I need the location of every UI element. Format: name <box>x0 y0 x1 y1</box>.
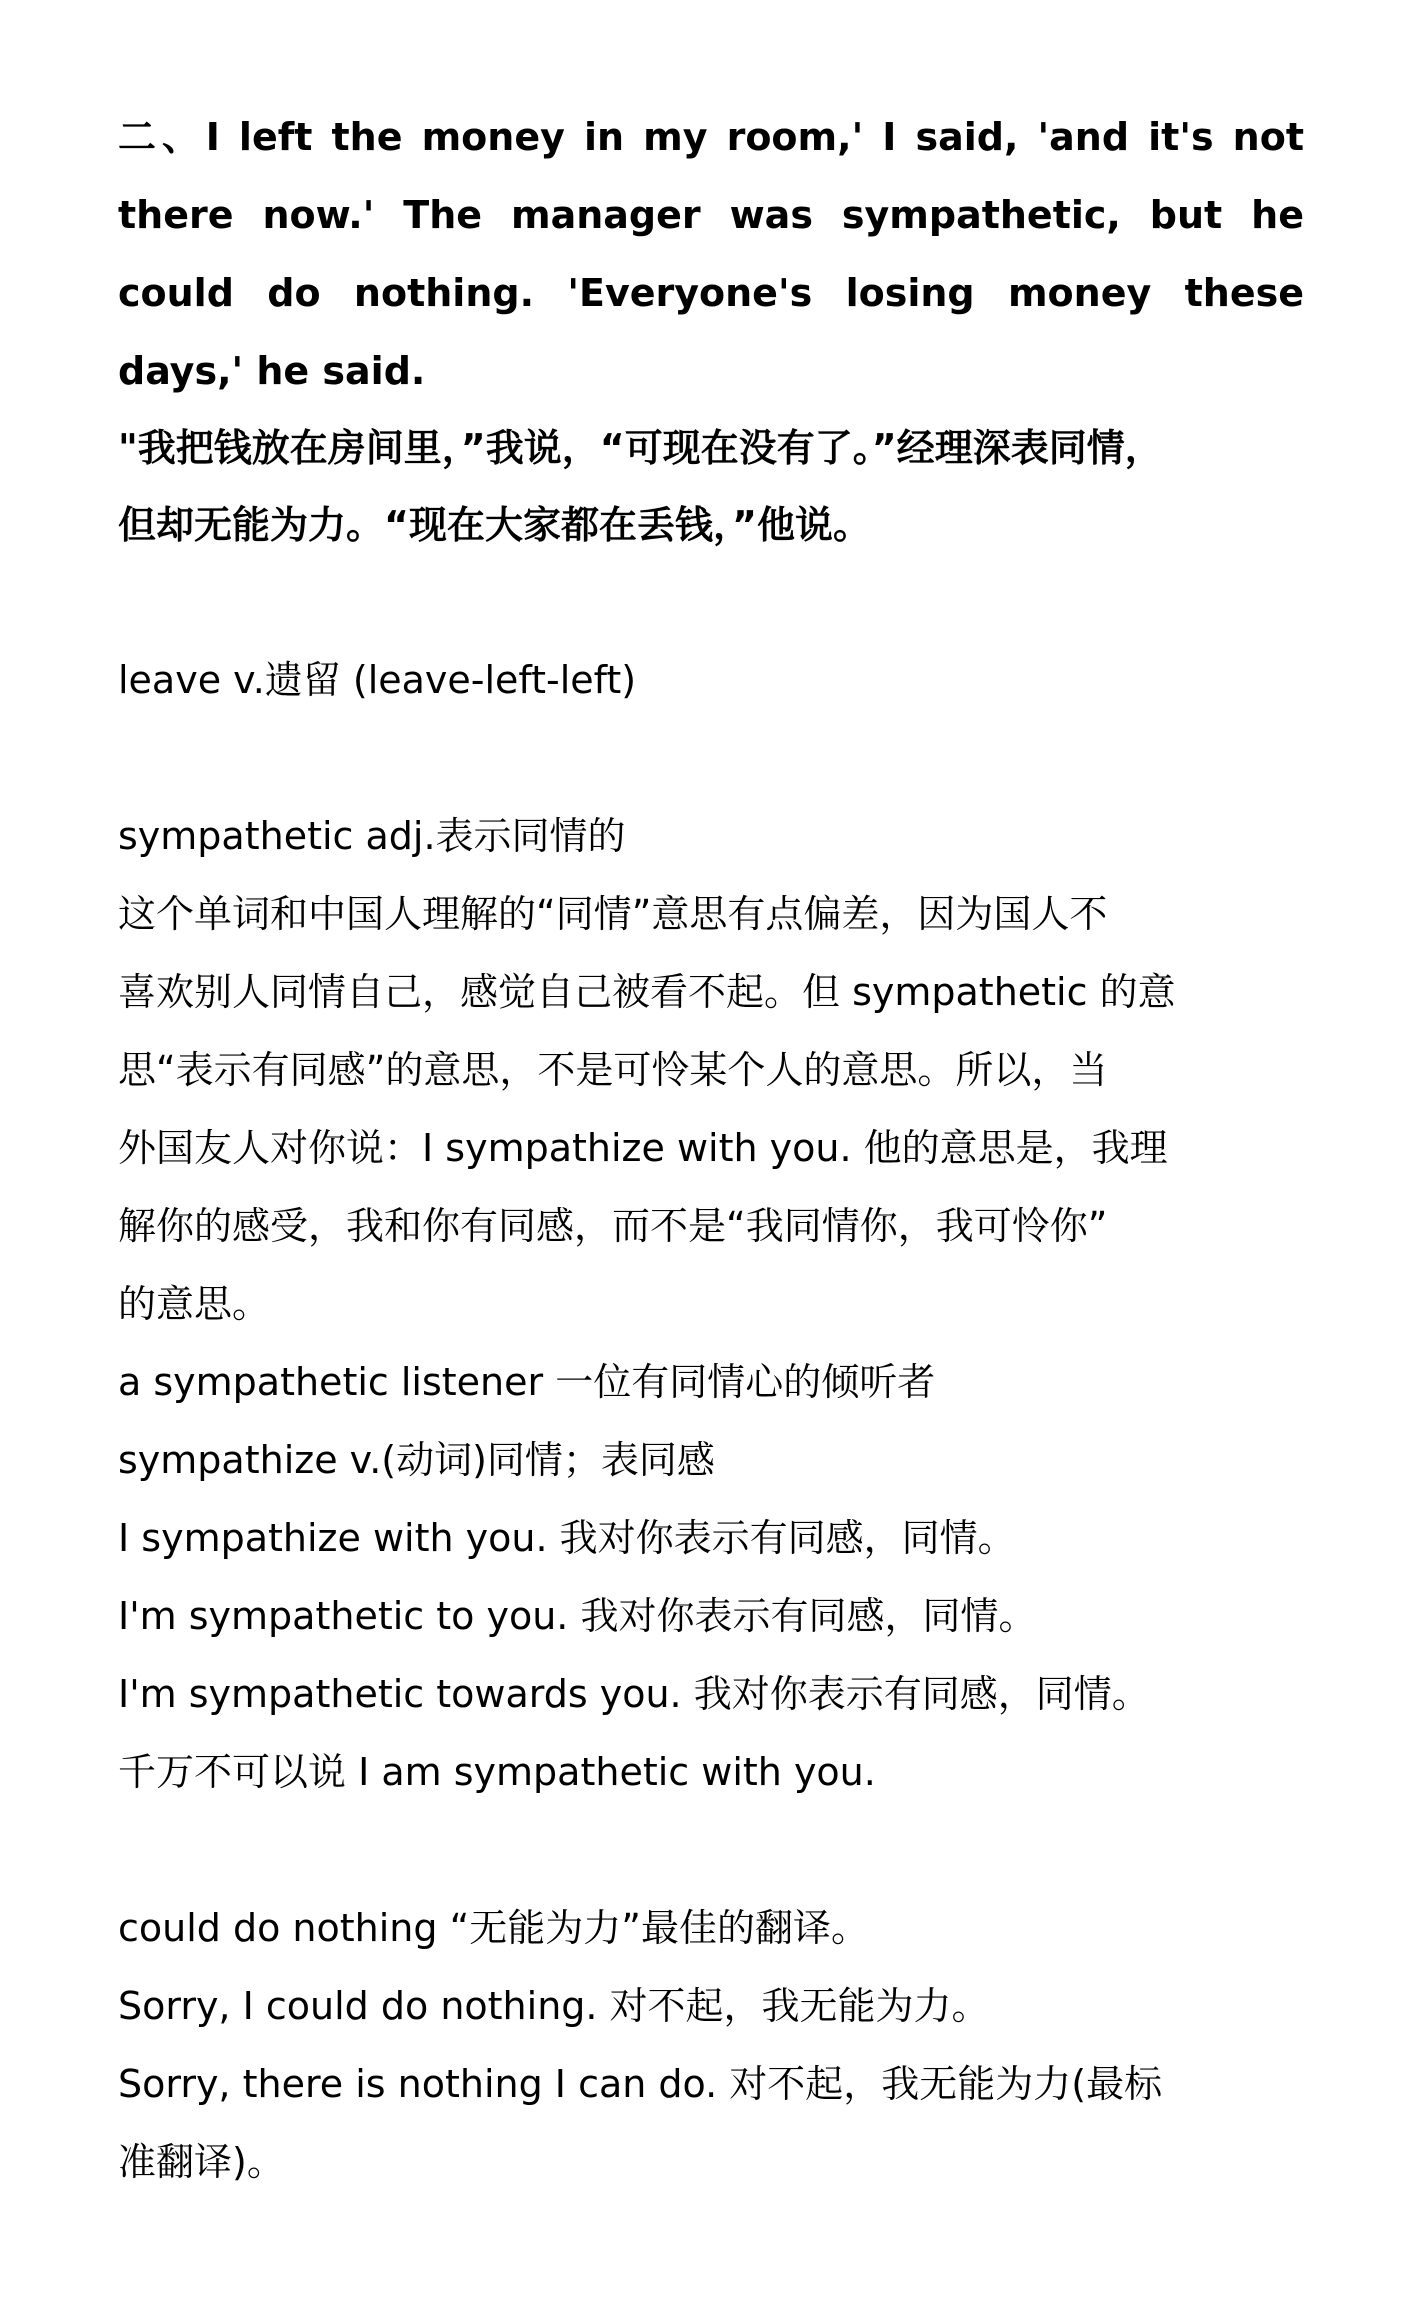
explanation-line: 思“表示有同感”的意思，不是可怜某个人的意思。所以，当 <box>118 1048 1108 1092</box>
vocab-entry-leave: leave v.遗留 (leave-left-left) <box>118 658 637 702</box>
phrase-entry-could-do-nothing: could do nothing “无能为力”最佳的翻译。 <box>118 1906 869 1950</box>
passage-english-line: 二、I left the money in my room,' I said, 'and it's not <box>118 115 1304 159</box>
example-line: a sympathetic listener 一位有同情心的倾听者 <box>118 1360 936 1404</box>
example-line: 千万不可以说 I am sympathetic with you. <box>118 1750 876 1794</box>
vocab-entry-sympathetic: sympathetic adj.表示同情的 <box>118 814 626 858</box>
example-line: I sympathize with you. 我对你表示有同感，同情。 <box>118 1516 1016 1560</box>
example-line: Sorry, I could do nothing. 对不起，我无能为力。 <box>118 1984 990 2028</box>
passage-english-line: days,' he said. <box>118 349 426 393</box>
explanation-line: 喜欢别人同情自己，感觉自己被看不起。但 sympathetic 的意 <box>118 970 1176 1014</box>
explanation-line: 这个单词和中国人理解的“同情”意思有点偏差，因为国人不 <box>118 892 1108 936</box>
example-line: I'm sympathetic towards you. 我对你表示有同感，同情。 <box>118 1672 1150 1716</box>
explanation-line: 的意思。 <box>118 1282 271 1326</box>
passage-chinese-line: "我把钱放在房间里，”我说，“可现在没有了。”经理深表同情， <box>118 426 1163 470</box>
explanation-line: 解你的感受，我和你有同感，而不是“我同情你，我可怜你” <box>118 1204 1108 1248</box>
example-line: sympathize v.(动词)同情；表同感 <box>118 1438 715 1482</box>
passage-english-line: there now.' The manager was sympathetic, but he <box>118 193 1304 237</box>
passage-english-line: could do nothing. 'Everyone's losing money these <box>118 271 1304 315</box>
example-line: I'm sympathetic to you. 我对你表示有同感，同情。 <box>118 1594 1037 1638</box>
example-line: Sorry, there is nothing I can do. 对不起，我无能为力(最标 <box>118 2062 1163 2106</box>
explanation-line: 外国友人对你说：I sympathize with you. 他的意思是，我理 <box>118 1126 1168 1170</box>
passage-chinese-line: 但却无能为力。“现在大家都在丢钱，”他说。 <box>118 503 871 547</box>
example-line: 准翻译)。 <box>118 2140 285 2184</box>
